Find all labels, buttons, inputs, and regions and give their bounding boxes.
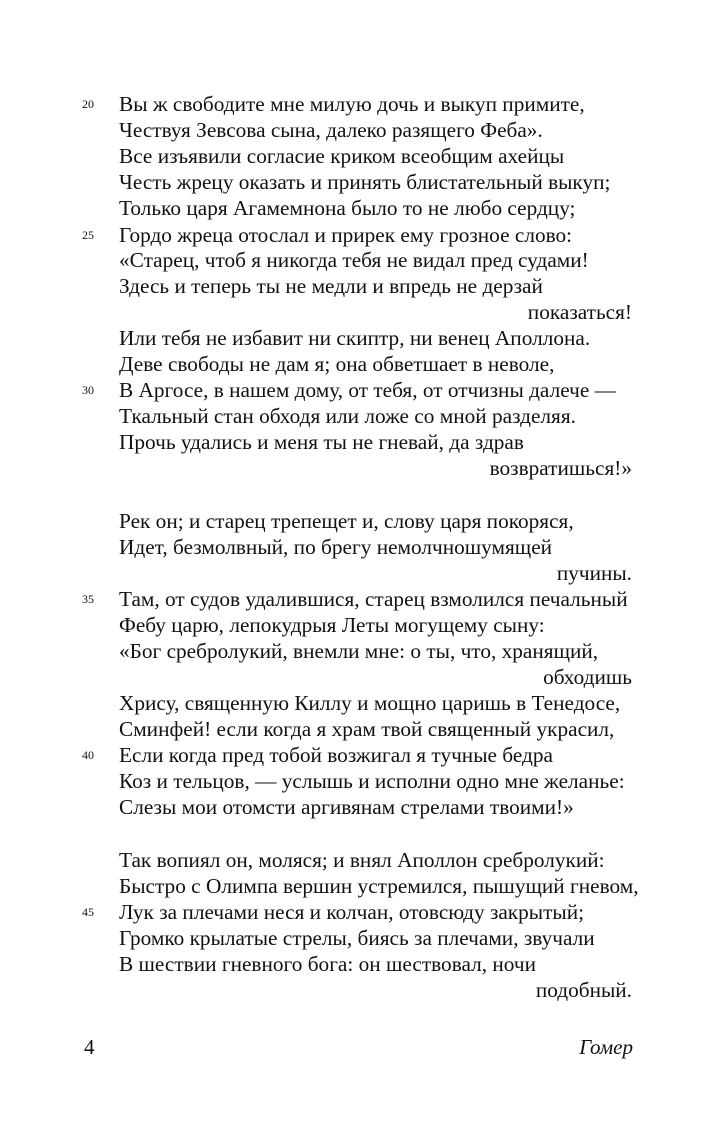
verse-line: Рек он; и старец трепещет и, слову царя покоряся,	[119, 509, 574, 533]
verse-line: «Бог сребролукий, внемли мне: о ты, что, хранящий,	[119, 639, 599, 663]
verse-line-continuation: показаться!	[527, 300, 632, 324]
verse-line: Там, от судов удалившися, старец взмолился печальный	[119, 587, 628, 611]
line-number: 20	[82, 97, 94, 111]
verse-line: Вы ж свободите мне милую дочь и выкуп примите,	[119, 92, 585, 116]
verse-line: Только царя Агамемнона было то не любо сердцу;	[119, 196, 576, 220]
line-number: 25	[82, 228, 94, 242]
verse-line: Ткальный стан обходя или ложе со мной разделяя.	[119, 404, 576, 428]
verse-line-continuation: пучины.	[556, 561, 632, 585]
verse-line: Лук за плечами неся и колчан, отовсюду закрытый;	[119, 900, 585, 924]
verse-line: Слезы мои отомсти аргивянам стрелами твоими!»	[119, 795, 574, 819]
verse-line: Хрису, священную Киллу и мощно царишь в Тенедосе,	[119, 691, 621, 715]
verse-line: Или тебя не избавит ни скиптр, ни венец Аполлона.	[119, 326, 591, 350]
line-number: 45	[82, 905, 94, 919]
verse-line: «Старец, чтоб я никогда тебя не видал пред судами!	[119, 248, 589, 272]
verse-line: Сминфей! если когда я храм твой священный украсил,	[119, 717, 615, 741]
verse-line: Здесь и теперь ты не медли и впредь не дерзай	[119, 274, 543, 298]
verse-line: Чествуя Зевсова сына, далеко разящего Феба».	[119, 118, 543, 142]
verse-line: Так вопиял он, моляся; и внял Аполлон сребролукий:	[119, 848, 605, 872]
verse-line: Громко крылатые стрелы, биясь за плечами, звучали	[119, 926, 595, 950]
page-number: 4	[84, 1035, 95, 1059]
verse-line: Фебу царю, лепокудрыя Леты могущему сыну:	[119, 613, 545, 637]
verse-line-continuation: возвратишься!»	[489, 456, 632, 480]
verse-line-continuation: обходишь	[543, 665, 632, 689]
verse-line: Все изъявили согласие криком всеобщим ахейцы	[119, 144, 565, 168]
line-number: 30	[82, 383, 94, 397]
verse-line: Идет, безмолвный, по брегу немолчношумящей	[119, 535, 553, 559]
line-number: 35	[82, 592, 94, 606]
verse-line: Если когда пред тобой возжигал я тучные бедра	[119, 743, 553, 767]
verse-line: Честь жрецу оказать и принять блистательный выкуп;	[119, 170, 611, 194]
verse-line-continuation: подобный.	[535, 978, 632, 1002]
running-footer-author: Гомер	[579, 1035, 633, 1059]
verse-line: В шествии гневного бога: он шествовал, ночи	[119, 952, 536, 976]
line-number: 40	[82, 748, 94, 762]
verse-line: Коз и тельцов, — услышь и исполни одно мне желанье:	[119, 769, 625, 793]
verse-line: Деве свободы не дам я; она обветшает в неволе,	[119, 352, 555, 376]
verse-line: В Аргосе, в нашем дому, от тебя, от отчизны далече —	[119, 378, 616, 402]
verse-line: Гордо жреца отослал и прирек ему грозное слово:	[119, 223, 573, 247]
verse-line: Прочь удались и меня ты не гневай, да здрав	[119, 430, 524, 454]
verse-line: Быстро с Олимпа вершин устремился, пышущий гневом,	[119, 874, 639, 898]
